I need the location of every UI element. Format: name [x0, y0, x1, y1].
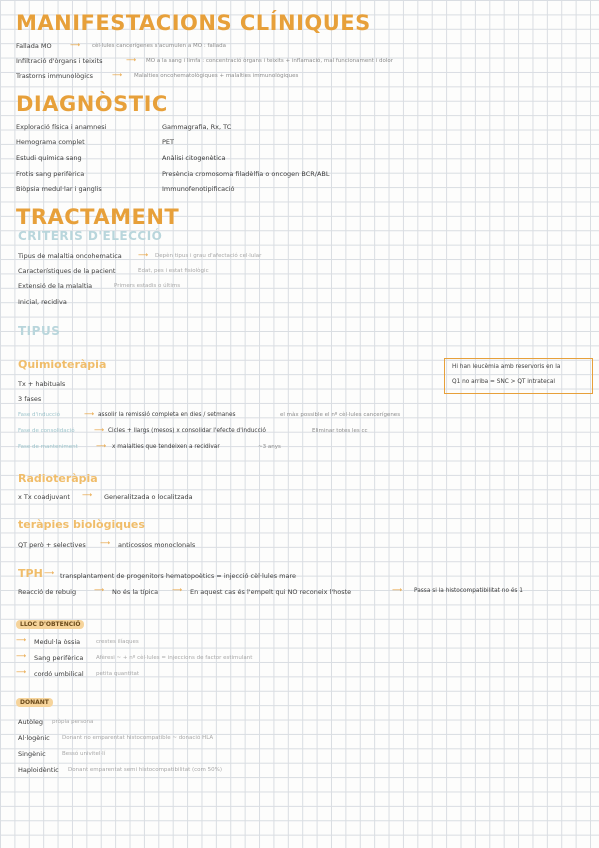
manifestacio-desc-1: cèl·lules cancerígenes s'acumulen a MO : fallada — [92, 43, 227, 49]
arrow-icon: ⟶ — [100, 539, 111, 547]
lloc-desc-2: Afèresi ~ + nº cèl·lules = injeccions de factor estimulant — [96, 655, 253, 661]
donant-term-4: Haploidèntic — [18, 766, 59, 774]
arrow-icon: ⟶ — [82, 491, 93, 499]
manifestacio-term-1: Fallada MO — [16, 42, 52, 50]
tph-title: TPH — [18, 567, 43, 580]
lloc-desc-3: petita quantitat — [96, 671, 140, 677]
arrow-icon: ⟶ — [112, 71, 123, 79]
phase-note-3: ~3 anys — [258, 444, 281, 450]
criteri-term-1: Tipus de malaltia oncohematica — [18, 252, 122, 260]
donant-desc-1: pròpia persona — [52, 719, 94, 725]
arrow-icon: ⟶ — [172, 586, 183, 594]
manifestacio-term-3: Trastorns immunològics — [16, 72, 94, 80]
diagnostic-left-5: Biòpsia medul·lar i ganglis — [16, 185, 102, 193]
donant-desc-2: Donant no emparentat histocompatible ~ donació HLA — [62, 735, 214, 741]
reaccio-3: Passa si la histocompatibilitat no és 1 — [414, 588, 523, 594]
manifestacio-desc-3: Malalties oncohematològiques + malalties immunològiques — [134, 73, 299, 79]
section-title-diagnostic: DIAGNÒSTIC — [16, 92, 168, 116]
arrow-icon: ⟶ — [84, 410, 95, 418]
subsection-tipus: TIPUS — [18, 324, 61, 338]
quimio-line-1: Tx + habituals — [18, 380, 66, 388]
donant-term-3: Singènic — [18, 750, 46, 758]
tph-desc: transplantament de progenitors hematopoètics = injecció cèl·lules mare — [60, 572, 297, 580]
diagnostic-right-2: PET — [162, 138, 174, 146]
lloc-desc-1: crestes ilíaques — [96, 639, 139, 645]
reaccio-term: Reacció de rebuig — [18, 588, 77, 596]
phase-note-2: Eliminar totes les cc — [312, 428, 368, 434]
biologiques-text: QT però + selectives — [18, 541, 86, 549]
criteri-desc-3: Primers estadis o últims — [114, 283, 181, 289]
arrow-icon: ⟶ — [16, 636, 27, 644]
arrow-icon: ⟶ — [16, 668, 27, 676]
lloc-term-1: Medul·la òssia — [34, 638, 81, 646]
diagnostic-left-4: Frotis sang perifèrica — [16, 170, 85, 178]
diagnostic-right-4: Presència cromosoma filadèlfia o oncogen BCR/ABL — [162, 170, 330, 178]
arrow-icon: ⟶ — [392, 586, 403, 594]
manifestacio-term-2: Infiltració d'òrgans i teixits — [16, 57, 103, 65]
phase-name-1: Fase d'inducció — [18, 412, 60, 418]
biologiques-desc: anticossos monoclonals — [118, 541, 196, 549]
donant-title-badge: DONANT — [16, 698, 53, 707]
subsection-criteris: CRITERIS D'ELECCIÓ — [18, 229, 163, 243]
manifestacio-desc-2: MO a la sang i limfa : concentració òrgans i teixits + inflamació, mal funcionament i dolor — [146, 58, 393, 64]
section-title-manifestacions: MANIFESTACIONS CLÍNIQUES — [16, 11, 371, 35]
arrow-icon: ⟶ — [44, 569, 55, 577]
criteri-term-2: Característiques de la pacient — [18, 267, 116, 275]
diagnostic-left-3: Estudi química sang — [16, 154, 82, 162]
donant-term-1: Autòleg — [18, 718, 44, 726]
phase-name-2: Fase de consolidació — [18, 428, 75, 434]
diagnostic-right-5: Immunofenotipificació — [162, 185, 235, 193]
arrow-icon: ⟶ — [96, 442, 107, 450]
phase-desc-3: x malalties que tendeixen a recidivar — [112, 444, 220, 450]
note-box — [444, 358, 593, 394]
lloc-term-2: Sang perifèrica — [34, 654, 84, 662]
quimio-title: Quimioteràpia — [18, 358, 107, 371]
arrow-icon: ⟶ — [94, 426, 105, 434]
donant-term-2: Al·logènic — [18, 734, 50, 742]
criteri-desc-1: Depèn tipus i grau d'afectació cel·lular — [155, 253, 262, 259]
biologiques-title: teràpies biològiques — [18, 518, 145, 531]
criteri-desc-2: Edat, pes i estat fisiològic — [138, 268, 209, 274]
diagnostic-right-3: Anàlisi citogenètica — [162, 154, 226, 162]
criteri-term-3: Extensió de la malaltia — [18, 282, 93, 290]
criteri-term-4: Inicial, recidiva — [18, 298, 67, 306]
note-box-line-2: Q1 no arriba = SNC > QT intratecal — [452, 379, 555, 385]
donant-desc-3: Bessó univitel·lí — [62, 751, 106, 757]
phase-desc-2: Cicles + llargs (mesos) x consolidar l'efecte d'inducció — [108, 428, 266, 434]
arrow-icon: ⟶ — [70, 41, 81, 49]
reaccio-1: No és la típica — [112, 588, 159, 596]
phase-name-3: Fase de manteniment — [18, 444, 78, 450]
phase-desc-1: assolir la remissió completa en dies / setmanes — [98, 412, 236, 418]
radio-desc: Generalitzada o localitzada — [104, 493, 193, 501]
diagnostic-right-1: Gammagrafia, Rx, TC — [162, 123, 232, 131]
radio-title: Radioteràpia — [18, 472, 98, 485]
note-box-line-1: Hi han leucèmia amb reservoris en la — [452, 364, 561, 370]
donant-desc-4: Donant emparentat semi histocompatibilitat (com 50%) — [68, 767, 222, 773]
phase-note-1: el màx possible el nº cèl·lules cancerígenes — [280, 412, 401, 418]
arrow-icon: ⟶ — [16, 652, 27, 660]
radio-text: x Tx coadjuvant — [18, 493, 70, 501]
arrow-icon: ⟶ — [138, 251, 149, 259]
quimio-line-2: 3 fases — [18, 395, 42, 403]
arrow-icon: ⟶ — [94, 586, 105, 594]
diagnostic-left-2: Hemograma complet — [16, 138, 85, 146]
diagnostic-left-1: Exploració física i anamnesi — [16, 123, 107, 131]
lloc-title-badge: LLOC D'OBTENCIÓ — [16, 620, 84, 629]
reaccio-2: En aquest cas és l'empelt qui NO reconeix l'hoste — [190, 588, 352, 596]
arrow-icon: ⟶ — [126, 56, 137, 64]
section-title-tractament: TRACTAMENT — [16, 205, 180, 229]
lloc-term-3: cordó umbilical — [34, 670, 84, 678]
